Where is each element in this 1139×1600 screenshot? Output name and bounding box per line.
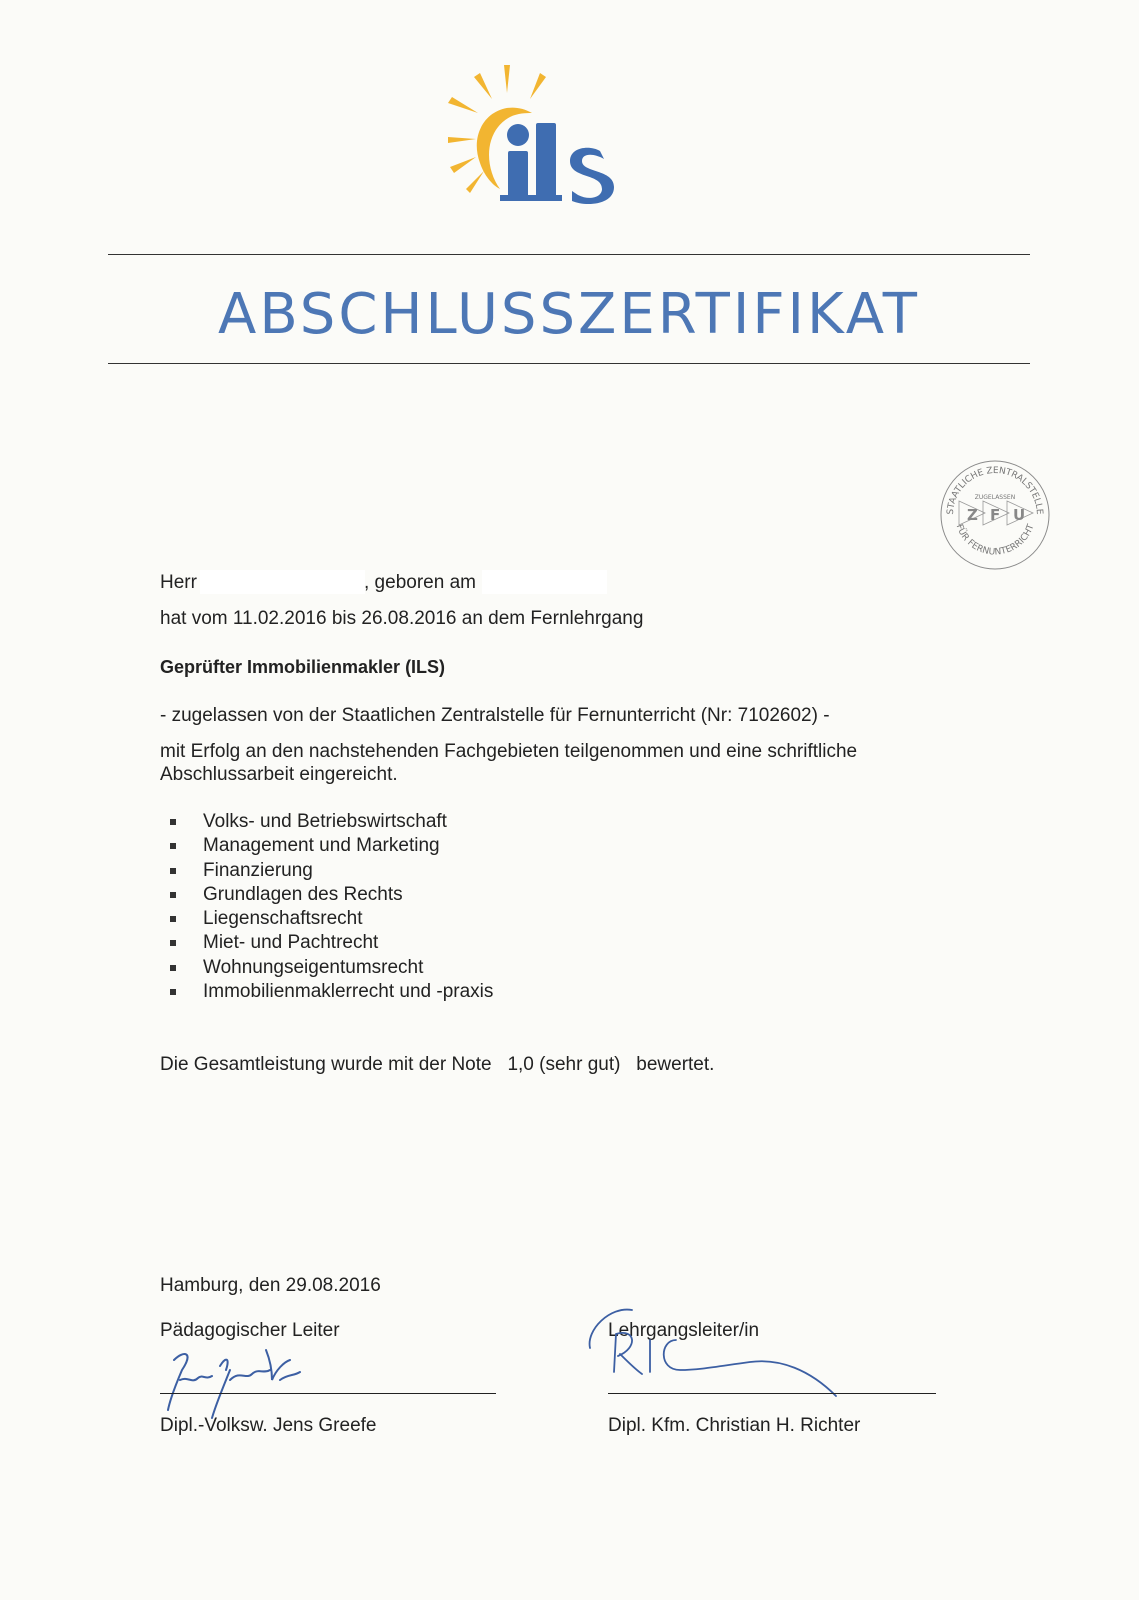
left-signatory-role: Pädagogischer Leiter [160, 1320, 340, 1341]
svg-text:FÜR FERNUNTERRICHT: FÜR FERNUNTERRICHT [953, 523, 1037, 558]
list-item: Grundlagen des Rechts [165, 883, 493, 907]
list-item: Liegenschaftsrecht [165, 907, 493, 931]
success-line-1: mit Erfolg an den nachstehenden Fachgebieten teilgenommen und eine schriftliche [160, 741, 858, 762]
svg-text:F: F [990, 506, 1001, 524]
square-bullet-icon [170, 868, 176, 874]
list-item: Management und Marketing [165, 834, 493, 858]
course-name: Geprüfter Immobilienmakler (ILS) [160, 657, 446, 677]
list-item: Finanzierung [165, 859, 493, 883]
place-date: Hamburg, den 29.08.2016 [160, 1275, 381, 1296]
zfu-seal-icon [935, 455, 1055, 575]
left-signature-line [160, 1393, 496, 1394]
list-item: Immobilienmaklerrecht und -praxis [165, 980, 493, 1004]
zfu-seal [935, 455, 1055, 575]
svg-text:ZUGELASSEN: ZUGELASSEN [974, 494, 1016, 501]
certificate-title: ABSCHLUSSZERTIFIKAT [218, 282, 920, 347]
svg-text:Z: Z [967, 506, 978, 524]
list-item: Volks- und Betriebswirtschaft [165, 810, 493, 834]
list-item: Wohnungseigentumsrecht [165, 956, 493, 980]
square-bullet-icon [170, 916, 176, 922]
ils-logo [440, 55, 640, 215]
svg-text:U: U [1013, 506, 1026, 524]
title-top-rule [108, 254, 1030, 255]
grade-sentence: Die Gesamtleistung wurde mit der Note 1,0 (sehr gut) bewertet. [160, 1054, 715, 1075]
redacted-birthdate [482, 570, 607, 594]
right-signatory-name: Dipl. Kfm. Christian H. Richter [608, 1415, 861, 1436]
grade-value: 1,0 (sehr gut) [507, 1054, 621, 1075]
ils-sun-logo-icon [440, 55, 640, 215]
square-bullet-icon [170, 989, 176, 995]
square-bullet-icon [170, 892, 176, 898]
right-signature-line [608, 1393, 936, 1394]
redacted-name [200, 570, 365, 594]
subjects-list [165, 810, 493, 1004]
approval-line: - zugelassen von der Staatlichen Zentralstelle für Fernunterricht (Nr: 7102602) - [160, 705, 830, 726]
left-signatory-name: Dipl.-Volksw. Jens Greefe [160, 1415, 377, 1436]
square-bullet-icon [170, 965, 176, 971]
right-signatory-role: Lehrgangsleiter/in [608, 1320, 760, 1341]
square-bullet-icon [170, 940, 176, 946]
success-line-2: Abschlussarbeit eingereicht. [160, 764, 398, 785]
title-bottom-rule [108, 363, 1030, 364]
left-signature-icon [160, 1340, 340, 1420]
list-item: Miet- und Pachtrecht [165, 931, 493, 955]
period-line: hat vom 11.02.2016 bis 26.08.2016 an dem Fernlehrgang [160, 608, 644, 629]
salutation: Herr [160, 572, 197, 593]
square-bullet-icon [170, 843, 176, 849]
born-label: , geboren am [364, 572, 476, 593]
square-bullet-icon [170, 819, 176, 825]
svg-text:STAATLICHE ZENTRALSTELLE: STAATLICHE ZENTRALSTELLE [945, 465, 1045, 515]
